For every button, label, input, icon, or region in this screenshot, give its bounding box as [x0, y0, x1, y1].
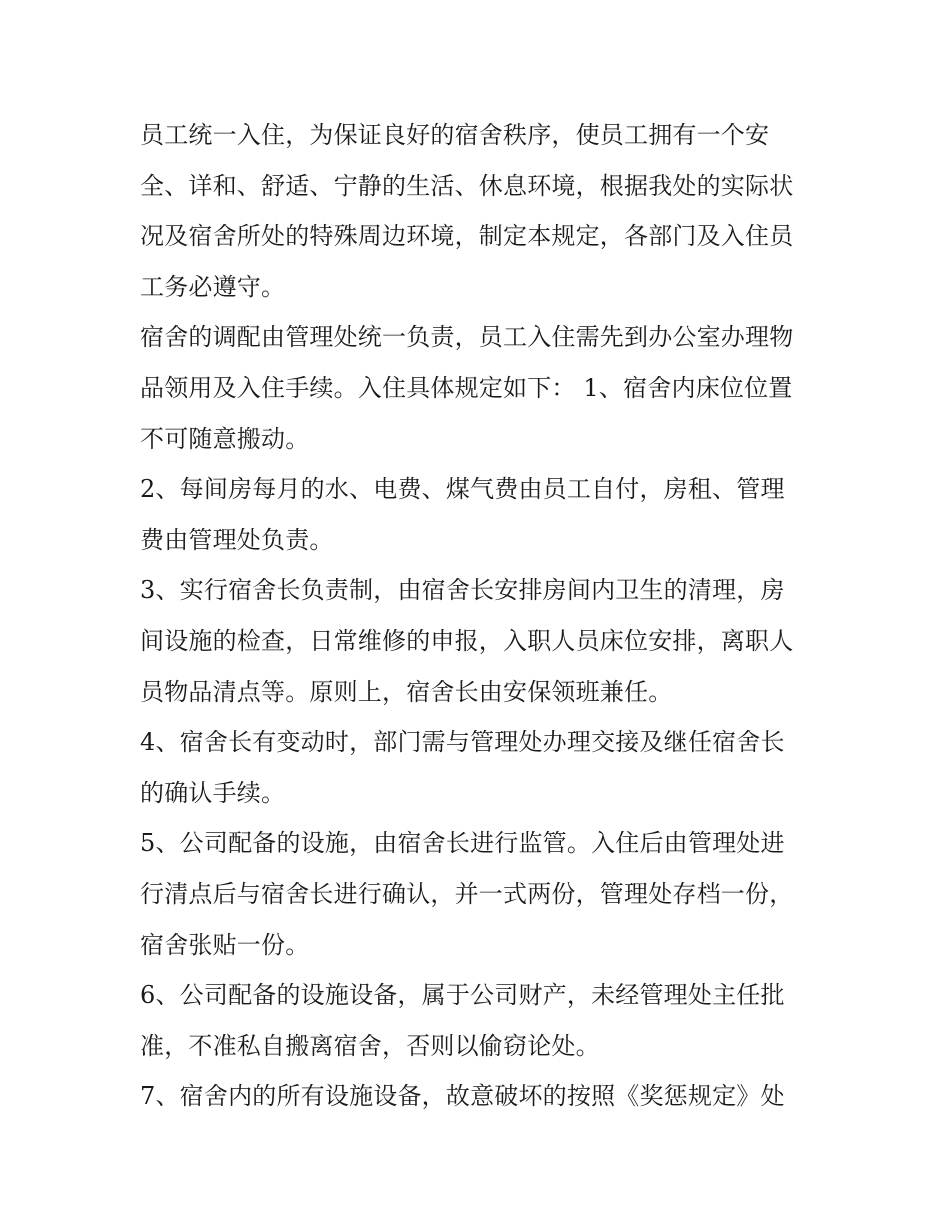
paragraph-rule-3: 3、实行宿舍长负责制，由宿舍长安排房间内卫生的清理，房 间设施的检查，日常维修的申报，入职人员床位安排，离职人 员物品清点等。原则上，宿舍长由安保领班兼任。 [140, 576, 794, 706]
paragraph-allocation: 宿舍的调配由管理处统一负责，员工入住需先到办公室办理物 品领用及入住手续。入住具体规定如下： 1、宿舍内床位位置 不可随意搬动。 [140, 323, 794, 453]
paragraph-intro: 员工统一入住，为保证良好的宿舍秩序，使员工拥有一个安 全、详和、舒适、宁静的生活、休息环境，根据我处的实际状 况及宿舍所处的特殊周边环境，制定本规定，各部门及入住员 工务必遵守。 [140, 121, 794, 301]
paragraph-rule-2: 2、每间房每月的水、电费、煤气费由员工自付，房租、管理 费由管理处负责。 [140, 475, 785, 554]
paragraph-rule-7: 7、宿舍内的所有设施设备，故意破坏的按照《奖惩规定》处 [140, 1082, 785, 1111]
paragraph-rule-6: 6、公司配备的设施设备，属于公司财产，未经管理处主任批 准，不准私自搬离宿舍，否则以偷窃论处。 [140, 981, 785, 1060]
paragraph-rule-4: 4、宿舍长有变动时，部门需与管理处办理交接及继任宿舍长 的确认手续。 [140, 728, 785, 807]
document-body [140, 110, 820, 1122]
paragraph-rule-5: 5、公司配备的设施，由宿舍长进行监管。入住后由管理处进 行清点后与宿舍长进行确认，并一式两份，管理处存档一份， 宿舍张贴一份。 [140, 829, 794, 959]
